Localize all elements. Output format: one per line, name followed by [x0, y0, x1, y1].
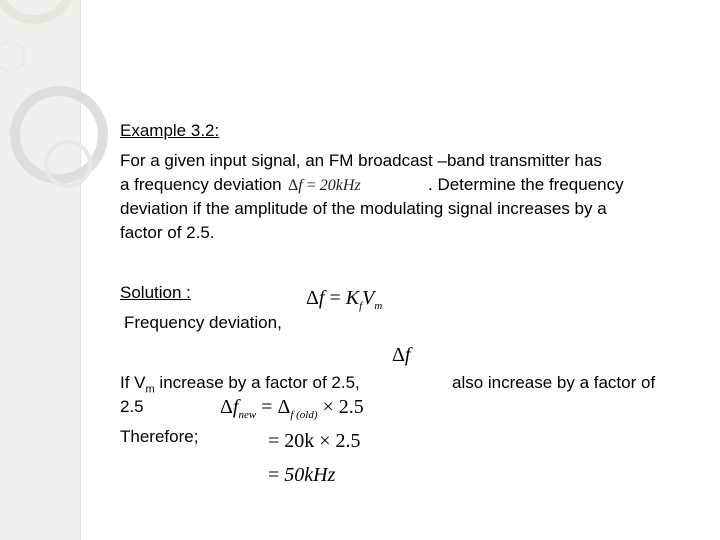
example-heading: Example 3.2:: [120, 121, 220, 140]
frequency-deviation-label: Frequency deviation,: [124, 313, 282, 332]
decorative-ring: [0, 0, 76, 24]
equation-line-3: = 50kHz: [268, 464, 336, 486]
if-text: increase by a factor of 2.5,: [154, 373, 360, 392]
problem-line-2: [120, 173, 282, 197]
given-deviation-value: 20kHz: [319, 177, 361, 194]
if-prefix: If V: [120, 373, 146, 392]
problem-line-4: factor of 2.5.: [120, 223, 215, 242]
also-increase-text: also increase by a factor of: [452, 373, 656, 392]
solution-heading: Solution :: [120, 283, 191, 302]
problem-line-3: deviation if the amplitude of the modulating signal increases by a: [120, 199, 607, 218]
equation-mid-value: 20k × 2.5: [284, 430, 361, 452]
problem-line-2-suffix: . Determine the frequency: [428, 175, 624, 194]
decorative-ring: [44, 140, 92, 188]
delta-f-symbol: Δf: [392, 344, 411, 366]
given-deviation-formula: Δf = 20kHz: [288, 177, 361, 194]
deviation-formula: $\Delta f = K_fV_m$: [306, 287, 383, 312]
equation-result: 50kHz: [284, 464, 336, 486]
equation-line-2: = 20k × 2.5: [268, 430, 361, 452]
decorative-ring: [0, 40, 26, 72]
decorative-sidebar: [0, 0, 81, 540]
problem-line-2-prefix: a frequency deviation: [120, 175, 282, 194]
factor-text: 2.5: [120, 397, 144, 416]
equation-line-1: $\Delta f_{new} = \Delta_{f (old)} \times 2.5$: [220, 396, 364, 421]
vm-subscript: m: [145, 383, 155, 396]
problem-line-1: For a given input signal, an FM broadcast –band transmitter has: [120, 151, 602, 170]
therefore-label: Therefore;: [120, 427, 199, 446]
